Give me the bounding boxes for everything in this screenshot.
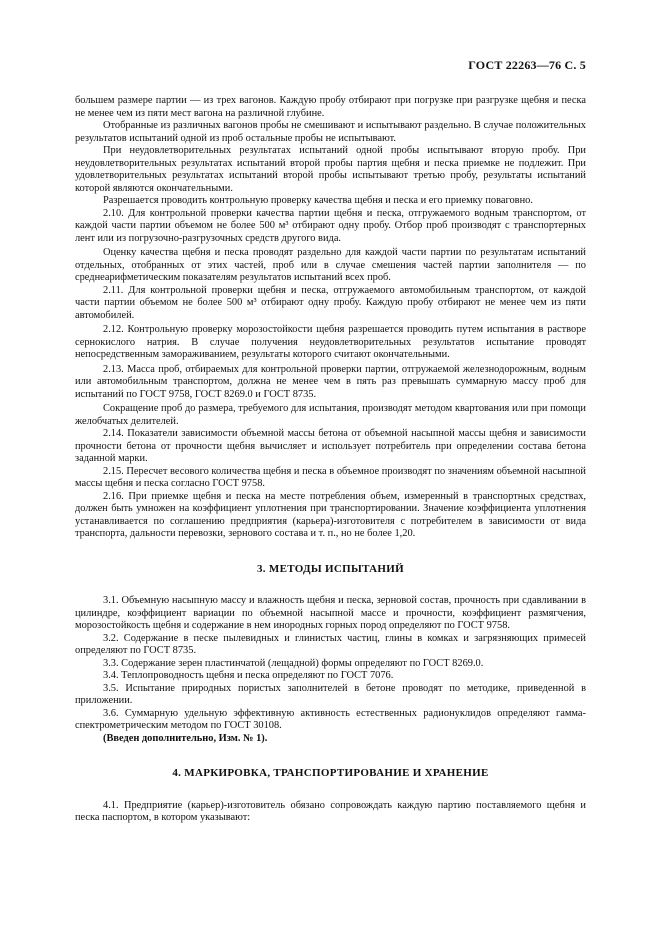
section-4-title: 4. МАРКИРОВКА, ТРАНСПОРТИРОВАНИЕ И ХРАНЕНИЕ (172, 767, 489, 779)
clause-2-14: 2.14. Показатели зависимости объемной массы бетона от объемной насыпной массы щебня и зависимости прочности бетона от прочности щебня вычисляет и использует потребитель при определении состава бетона заданной марки. (75, 428, 586, 464)
page-header: ГОСТ 22263—76 С. 5 (468, 58, 586, 72)
clause-2-16: 2.16. При приемке щебня и песка на месте потребления объем, измеренный в транспортных средствах, должен быть умножен на коэффициент уплотнения при транспортировании. Значение коэффициента уплотнения устанавливается по соглашению предприятия (карьера)-изготовителя с потребителем в зависимости от вида транспорта, дальности перевозки, зернового состава и т. п., но не более 1,20. (75, 490, 586, 539)
clause-3-5: 3.5. Испытание природных пористых заполнителей в бетоне проводят по методике, приведенной в приложении. (75, 682, 586, 706)
paragraph: Отобранные из различных вагонов пробы не смешивают и испытывают раздельно. В случае положительных результатов испытаний одной из проб остальные пробы не испытывают. (75, 120, 586, 144)
amendment-note: (Введен дополнительно, Изм. № 1). (103, 732, 268, 744)
clause-2-15: 2.15. Пересчет весового количества щебня и песка в объемное производят по значениям объемной насыпной массы щебня и песка согласно ГОСТ 9758. (75, 465, 586, 489)
paragraph: Оценку качества щебня и песка проводят раздельно для каждой части партии по результатам испытаний отдельных, отобранных от этих частей, проб или в случае смешения частей партии заполнителя — по среднеарифметическим показателям результатов испытаний всех проб. (75, 247, 586, 283)
clause-2-12: 2.12. Контрольную проверку морозостойкости щебня разрешается проводить путем испытания в растворе сернокислого натрия. В случае получения неудовлетворительных результатов испытание проводят непосредственным замораживанием, результаты которого считают окончательными. (75, 324, 586, 360)
clause-3-4: 3.4. Теплопроводность щебня и песка определяют по ГОСТ 7076. (103, 670, 394, 681)
clause-4-1: 4.1. Предприятие (карьер)-изготовитель обязано сопровождать каждую партию поставляемого щебня и песка паспортом, в котором указывают: (75, 799, 586, 823)
paragraph: Сокращение проб до размера, требуемого для испытания, производят методом квартования или при помощи желобчатых делителей. (75, 403, 586, 427)
clause-2-11: 2.11. Для контрольной проверки щебня и песка, отгружаемого автомобильным транспортом, от каждой части партии объемом не более 500 м³ отбирают одну пробу. Каждую пробу отбирают не менее чем из пяти автомобилей. (75, 284, 586, 321)
section-3-title: 3. МЕТОДЫ ИСПЫТАНИЙ (257, 562, 404, 575)
paragraph: большем размере партии — из трех вагонов. Каждую пробу отбирают при погрузке при разгрузке щебня и песка не менее чем из пяти мест вагона на различной глубине. (75, 95, 586, 119)
paragraph: Разрешается проводить контрольную проверку качества щебня и песка и его приемку поваговно. (103, 195, 533, 206)
clause-3-6: 3.6. Суммарную удельную эффективную активность естественных радионуклидов определяют гамма-спектрометрическим методом по ГОСТ 30108. (75, 707, 586, 731)
clause-3-2: 3.2. Содержание в песке пылевидных и глинистых частиц, глины в комках и загрязняющих примесей определяют по ГОСТ 8735. (75, 632, 586, 656)
clause-3-3: 3.3. Содержание зерен пластинчатой (лещадной) формы определяют по ГОСТ 8269.0. (103, 657, 484, 669)
clause-2-13: 2.13. Масса проб, отбираемых для контрольной проверки партии, отгружаемой железнодорожным, водным или автомобильным транспортом, должна не менее чем в пять раз превышать суммарную массу проб для испытаний по ГОСТ 9758, ГОСТ 8269.0 и ГОСТ 8735. (75, 363, 586, 400)
paragraph: При неудовлетворительных результатах испытаний одной пробы испытывают вторую пробу. При неудовлетворительных результатах испытаний второй пробы партия щебня и песка приемке не подлежит. При удовлетворительных результатах испытаний второй пробы испытывают третью пробу, результаты испытаний которой являются окончательными. (75, 145, 586, 194)
clause-2-10: 2.10. Для контрольной проверки качества партии щебня и песка, отгружаемого водным транспортом, от каждой части партии объемом не более 500 м³ отбирают одну пробу. Отбор проб производят с транспортерных лент или из погрузочно-разгрузочных средств другого вида. (75, 207, 586, 244)
clause-3-1: 3.1. Объемную насыпную массу и влажность щебня и песка, зерновой состав, прочность при сдавливании в цилиндре, коэффициент вариации по объемной насыпной массе и прочности, коэффициент размягчения, морозостойкость щебня и содержание в нем инородных горных пород определяют по ГОСТ 9758. (75, 595, 586, 631)
document-body (75, 95, 586, 825)
